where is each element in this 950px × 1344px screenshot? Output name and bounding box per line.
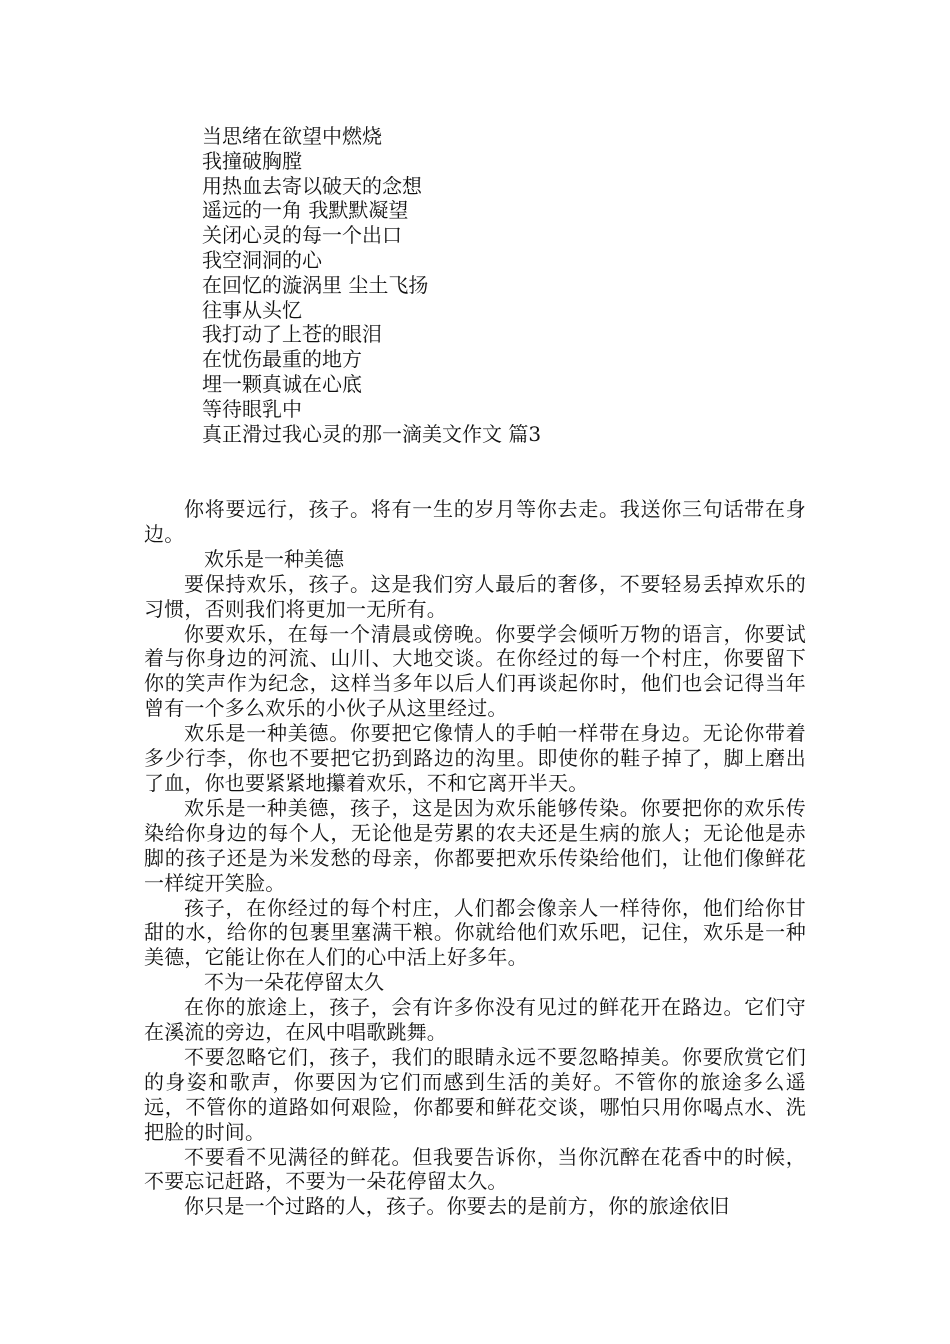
- poem-line: 我空洞洞的心: [202, 247, 322, 272]
- subheading: 欢乐是一种美德: [204, 546, 344, 571]
- poem-section: [202, 124, 762, 446]
- paragraph: 要保持欢乐，孩子。这是我们穷人最后的奢侈，不要轻易丢掉欢乐的习惯，否则我们将更加一无所有。: [144, 571, 806, 621]
- poem-line: 在回忆的漩涡里 尘土飞扬: [202, 272, 429, 297]
- poem-line: 用热血去寄以破天的念想: [202, 173, 422, 198]
- poem-line: 遥远的一角 我默默凝望: [202, 198, 409, 223]
- poem-line: 等待眼乳中: [202, 396, 302, 421]
- poem-line: 往事从头忆: [202, 297, 302, 322]
- paragraph: 你将要远行，孩子。将有一生的岁月等你去走。我送你三句话带在身边。: [144, 497, 806, 546]
- poem-line: 关闭心灵的每一个出口: [202, 223, 402, 248]
- poem-line: 在忧伤最重的地方: [202, 347, 362, 372]
- paragraph: 欢乐是一种美德，孩子，这是因为欢乐能够传染。你要把你的欢乐传染给你身边的每个人，无论他是劳累的农夫还是生病的旅人；无论他是赤脚的孩子还是为米发愁的母亲，你都要把欢乐传染给他们，让他们像鲜花一样绽开笑脸。: [144, 795, 806, 895]
- article-body: [144, 497, 806, 1219]
- poem-line: 埋一颗真诚在心底: [202, 371, 362, 396]
- paragraph: 孩子，在你经过的每个村庄，人们都会像亲人一样待你，他们给你甘甜的水，给你的包裹里塞满干粮。你就给他们欢乐吧，记住，欢乐是一种美德，它能让你在人们的心中活上好多年。: [144, 895, 806, 970]
- subheading: 不为一朵花停留太久: [204, 970, 384, 995]
- paragraph: 你只是一个过路的人，孩子。你要去的是前方，你的旅途依旧: [184, 1194, 730, 1219]
- paragraph: 你要欢乐，在每一个清晨或傍晚。你要学会倾听万物的语言，你要试着与你身边的河流、山川、大地交谈。在你经过的每一个村庄，你要留下你的笑声作为纪念，这样当多年以后人们再谈起你时，他们也会记得当年曾有一个多么欢乐的小伙子从这里经过。: [144, 621, 806, 721]
- poem-line: 当思绪在欲望中燃烧: [202, 124, 382, 148]
- paragraph: 欢乐是一种美德。你要把它像情人的手帕一样带在身边。无论你带着多少行李，你也不要把它扔到路边的沟里。即使你的鞋子掉了，脚上磨出了血，你也要紧紧地攥着欢乐，不和它离开半天。: [144, 721, 806, 795]
- paragraph: 在你的旅途上，孩子，会有许多你没有见过的鲜花开在路边。它们守在溪流的旁边，在风中唱歌跳舞。: [144, 995, 806, 1045]
- poem-line: 我撞破胸膛: [202, 148, 302, 173]
- paragraph: 不要看不见满径的鲜花。但我要告诉你，当你沉醉在花香中的时候，不要忘记赶路，不要为一朵花停留太久。: [144, 1144, 806, 1194]
- poem-line: 我打动了上苍的眼泪: [202, 322, 382, 347]
- paragraph: 不要忽略它们，孩子，我们的眼睛永远不要忽略掉美。你要欣赏它们的身姿和歌声，你要因为它们而感到生活的美好。不管你的旅途多么遥远，不管你的道路如何艰险，你都要和鲜花交谈，哪怕只用你喝点水、洗把脸的时间。: [144, 1044, 806, 1144]
- section-title: 真正滑过我心灵的那一滴美文作文 篇3: [202, 421, 542, 446]
